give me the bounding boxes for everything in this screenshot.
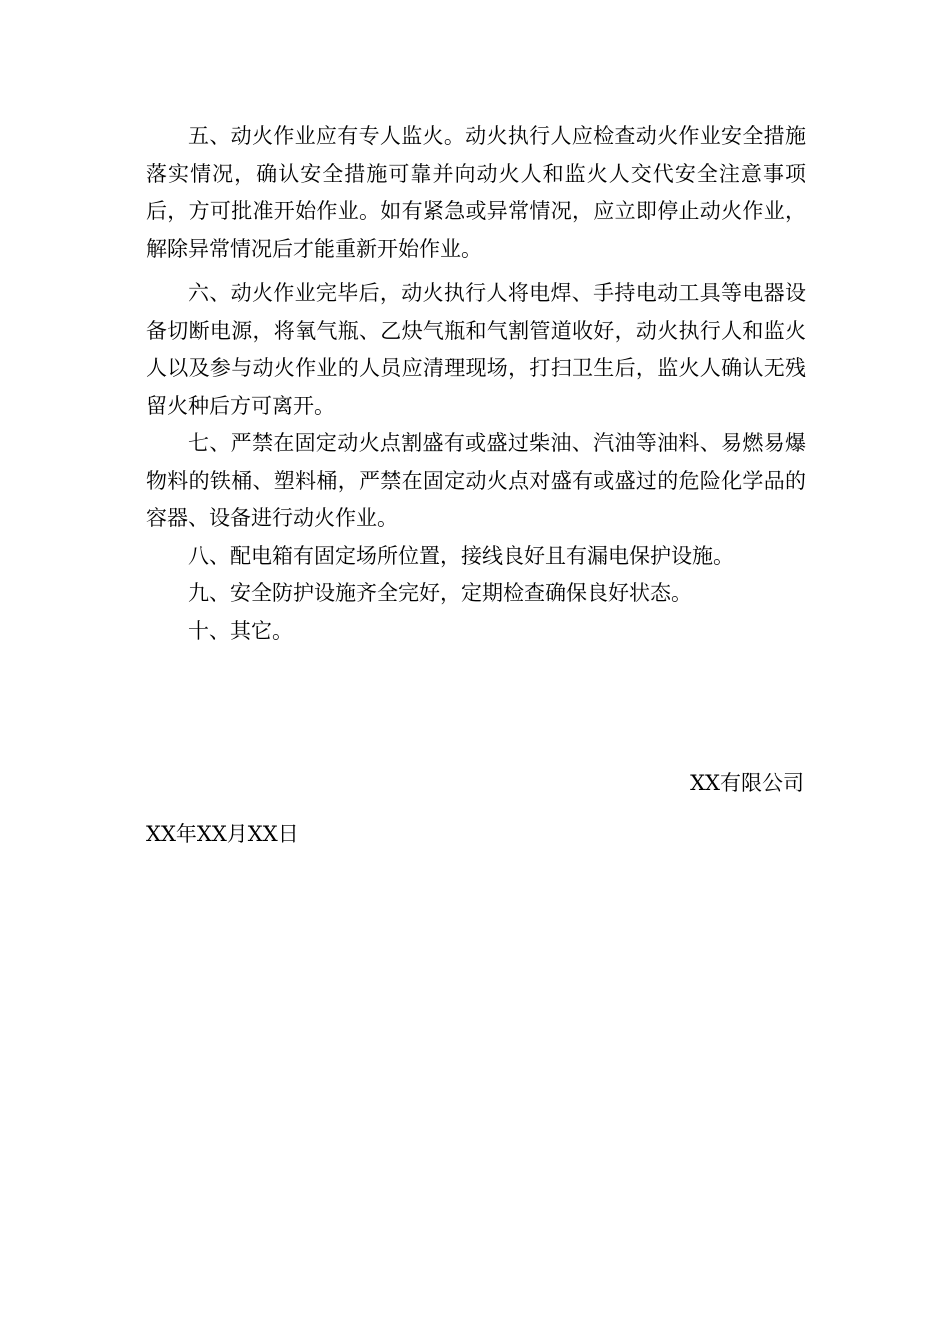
paragraph-10-other: 十、其它。 <box>188 618 293 643</box>
paragraph-9-safety-facilities: 九、安全防护设施齐全完好，定期检查确保良好状态。 <box>188 581 692 605</box>
paragraph-7-prohibitions: 七、严禁在固定动火点割盛有或盛过柴油、汽油等油料、易燃易爆物料的铁桶、塑料桶，严禁在固定动火点对盛有或盛过的危险化学品的容器、设备进行动火作业。 <box>146 431 806 530</box>
signature-date: XX年XX月XX日 <box>146 822 299 846</box>
document-body <box>146 118 806 650</box>
paragraph-5-fire-watch: 五、动火作业应有专人监火。动火执行人应检查动火作业安全措施落实情况，确认安全措施可靠并向动火人和监火人交代安全注意事项后，方可批准开始作业。如有紧急或异常情况，应立即停止动火作业，解除异常情况后才能重新开始作业。 <box>146 124 806 261</box>
paragraph-6-after-work: 六、动火作业完毕后，动火执行人将电焊、手持电动工具等电器设备切断电源，将氧气瓶、乙炔气瓶和气割管道收好，动火执行人和监火人以及参与动火作业的人员应清理现场，打扫卫生后，监火人确认无残留火种后方可离开。 <box>146 281 806 418</box>
paragraph-8-distribution-box: 八、配电箱有固定场所位置，接线良好且有漏电保护设施。 <box>188 543 734 568</box>
signature-company: XX有限公司 <box>690 771 804 795</box>
